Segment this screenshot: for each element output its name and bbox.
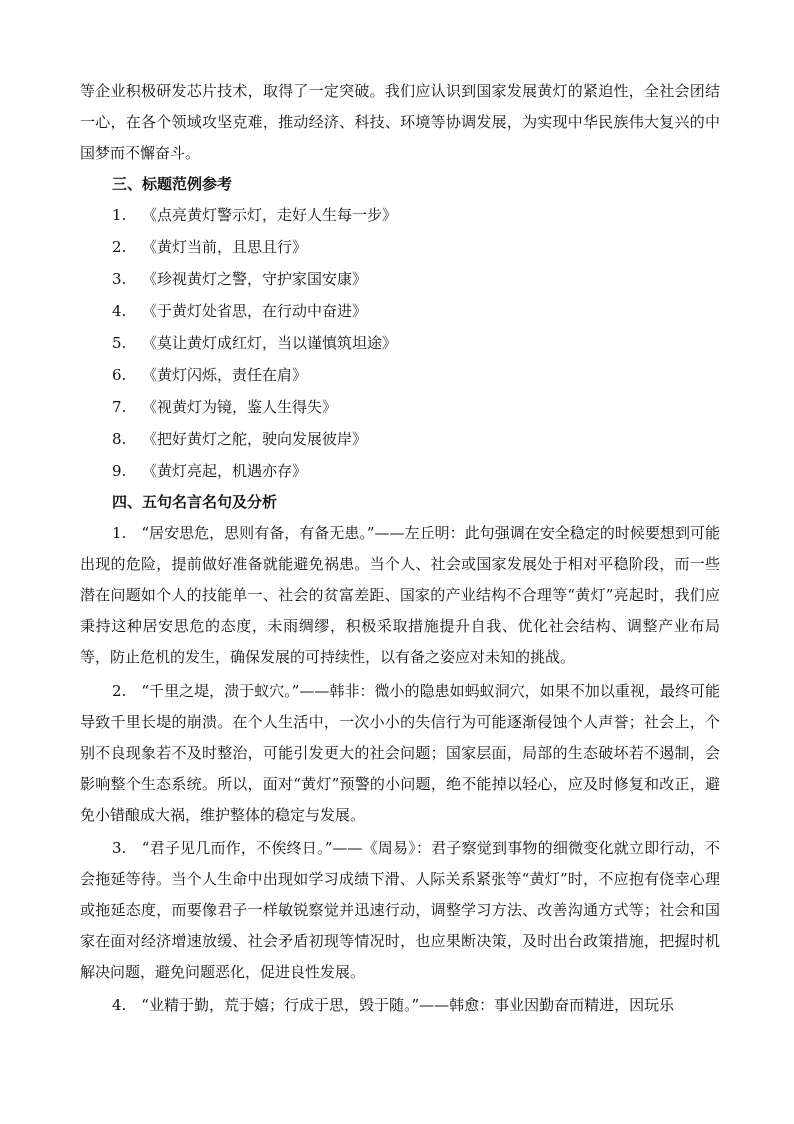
title-text: 《黄灯当前，且思且行》 xyxy=(142,238,308,256)
intro-continuation-paragraph: 等企业积极研发芯片技术，取得了一定突破。我们应认识到国家发展黄灯的紧迫性，全社会团结一心，在各个领域攻坚克难，推动经济、科技、环境等协调发展，为实现中华民族伟大复兴的中国梦而不懈奋斗。 xyxy=(80,82,720,162)
title-number: 1. xyxy=(112,206,127,224)
title-number: 6. xyxy=(112,366,127,384)
quote-analysis-paragraph: 3. “君子见几而作，不俟终日。”——《周易》：君子察觉到事物的细微变化就立即行动，不会拖延等待。当个人生命中出现如学习成绩下滑、人际关系紧张等“黄灯”时，不应抱有侥幸心理或拖延态度，而要像君子一样敏锐察觉并迅速行动，调整学习方法、改善沟通方式等；社会和国家在面对经济增速放缓、社会矛盾初现等情况时，也应果断决策，及时出台政策措施，把握时机解决问题，避免问题恶化，促进良性发展。 xyxy=(80,839,720,981)
title-text: 《视黄灯为镜，鉴人生得失》 xyxy=(142,398,338,416)
title-number: 9. xyxy=(112,462,127,480)
title-list-item xyxy=(112,200,397,231)
title-text: 《于黄灯处省思，在行动中奋进》 xyxy=(142,302,368,320)
quote-analysis-paragraph: 2. “千里之堤，溃于蚁穴。”——韩非：微小的隐患如蚂蚁洞穴，如果不加以重视，最终可能导致千里长堤的崩溃。在个人生活中，一次小小的失信行为可能逐渐侵蚀个人声誉；社会上，个别不良现象若不及时整治，可能引发更大的社会问题；国家层面，局部的生态破坏若不遏制，会影响整个生态系统。所以，面对“黄灯”预警的小问题，绝不能掉以轻心，应及时修复和改正，避免小错酿成大祸，维护整体的稳定与发展。 xyxy=(80,682,720,824)
title-number: 7. xyxy=(112,398,127,416)
title-text: 《黄灯亮起，机遇亦存》 xyxy=(142,462,308,480)
title-list-item xyxy=(112,232,307,263)
title-list-item xyxy=(112,360,307,391)
title-text: 《点亮黄灯警示灯，走好人生每一步》 xyxy=(142,206,398,224)
quote-analysis-paragraph: 1. “居安思危，思则有备，有备无患。”——左丘明：此句强调在安全稳定的时候要想到可能出现的危险，提前做好准备就能避免祸患。当个人、社会或国家发展处于相对平稳阶段，而一些潜在问题如个人的技能单一、社会的贫富差距、国家的产业结构不合理等“黄灯”亮起时，我们应秉持这种居安思危的态度，未雨绸缪，积极采取措施提升自我、优化社会结构、调整产业布局等，防止危机的发生，确保发展的可持续性，以有备之姿应对未知的挑战。 xyxy=(80,524,720,666)
title-number: 5. xyxy=(112,334,127,352)
title-text: 《黄灯闪烁，责任在肩》 xyxy=(142,366,308,384)
title-text: 《珍视黄灯之警，守护家国安康》 xyxy=(142,270,368,288)
title-list-item xyxy=(112,392,337,423)
title-list-item xyxy=(112,328,397,359)
title-text: 《莫让黄灯成红灯，当以谨慎筑坦途》 xyxy=(142,334,398,352)
title-number: 4. xyxy=(112,302,127,320)
title-list-item xyxy=(112,296,367,327)
title-number: 2. xyxy=(112,238,127,256)
section3-heading: 三、标题范例参考 xyxy=(112,175,233,193)
title-list-item xyxy=(112,424,367,455)
title-list-item xyxy=(112,456,307,487)
section4-heading: 四、五句名言名句及分析 xyxy=(112,493,278,511)
title-text: 《把好黄灯之舵，驶向发展彼岸》 xyxy=(142,430,368,448)
quote-analysis-paragraph: 4. “业精于勤，荒于嬉；行成于思，毁于随。”——韩愈：事业因勤奋而精进，因玩乐 xyxy=(112,996,675,1014)
title-list-item xyxy=(112,264,367,295)
title-number: 8. xyxy=(112,430,127,448)
title-number: 3. xyxy=(112,270,127,288)
